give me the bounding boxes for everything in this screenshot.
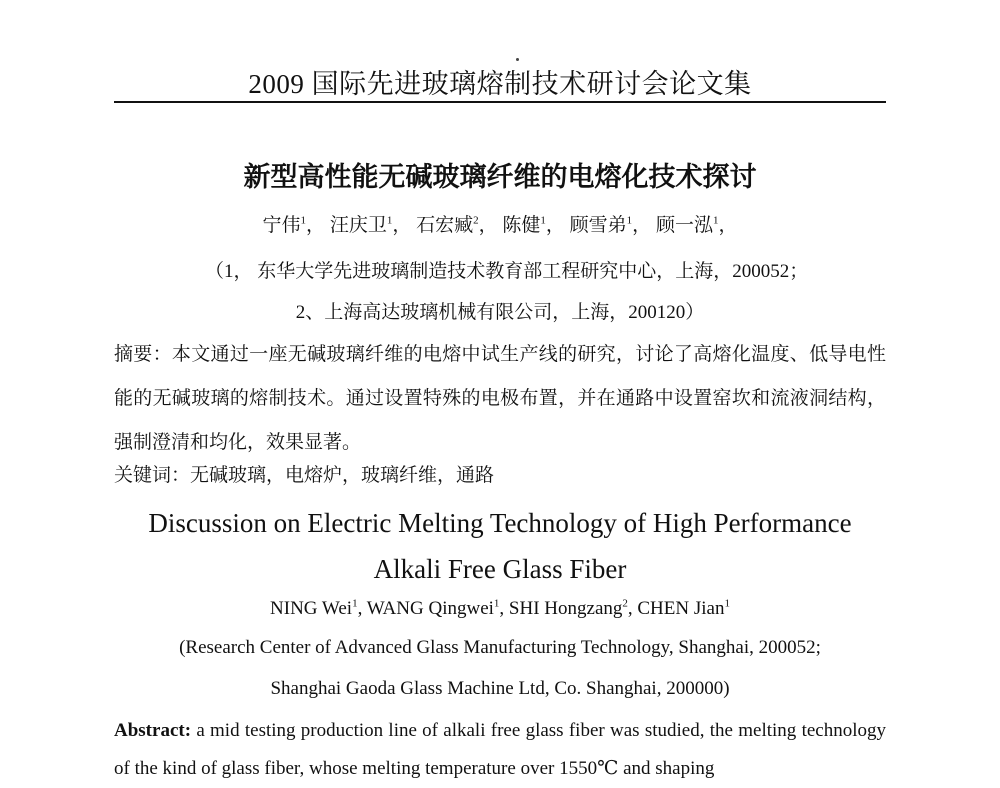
english-affiliation-1: (Research Center of Advanced Glass Manufacturing Technology, Shanghai, 200052; xyxy=(179,637,821,658)
chinese-affiliation-1: （1， 东华大学先进玻璃制造技术教育部工程研究中心，上海，200052； xyxy=(205,261,809,282)
english-abstract xyxy=(114,712,886,788)
author-en: NING Wei$^1$, xyxy=(270,597,367,619)
english-title xyxy=(0,500,1000,592)
abstract-text: a mid testing production line of alkali free glass fiber was studied, the melting technology of the kind of glass fiber, whose melting temperature over 1550℃ and shaping xyxy=(114,720,886,779)
proceedings-header: 2009 国际先进玻璃熔制技术研讨会论文集 xyxy=(248,69,752,99)
english-affiliation-2: Shanghai Gaoda Glass Machine Ltd, Co. Shanghai, 200000) xyxy=(270,678,730,699)
speck-mark xyxy=(516,58,519,61)
author-cn: 陈健$^1$， xyxy=(502,214,565,236)
author-cn: 顾雪弟$^1$， xyxy=(569,214,652,236)
chinese-keywords: 关键词：无碱玻璃，电熔炉，玻璃纤维，通路 xyxy=(114,465,495,486)
chinese-title: 新型高性能无碱玻璃纤维的电熔化技术探讨 xyxy=(243,162,757,193)
abstract-label: Abstract: xyxy=(114,720,192,741)
chinese-affiliation-2: 2、上海高达玻璃机械有限公司，上海，200120） xyxy=(295,302,705,323)
english-title-line-2: Alkali Free Glass Fiber xyxy=(373,554,627,584)
author-cn: 宁伟$^1$， xyxy=(262,214,326,236)
english-title-line-1: Discussion on Electric Melting Technology of High Performance xyxy=(148,508,852,538)
header-rule xyxy=(114,101,886,103)
english-authors xyxy=(0,598,1000,620)
author-en: WANG Qingwei$^1$, xyxy=(366,597,509,619)
author-en: SHI Hongzang$^2$, xyxy=(508,597,638,619)
author-cn: 顾一泓$^1$， xyxy=(655,214,738,236)
chinese-authors xyxy=(0,210,1000,237)
author-cn: 汪庆卫$^1$， xyxy=(329,214,412,236)
author-en: CHEN Jian$^1$ xyxy=(637,597,730,619)
chinese-abstract: 摘要：本文通过一座无碱玻璃纤维的电熔中试生产线的研究，讨论了高熔化温度、低导电性能的无碱玻璃的熔制技术。通过设置特殊的电极布置，并在通路中设置窑坎和流液洞结构，强制澄清和均化，效果显著。 xyxy=(114,344,886,453)
author-cn: 石宏臧$^2$， xyxy=(416,214,498,236)
